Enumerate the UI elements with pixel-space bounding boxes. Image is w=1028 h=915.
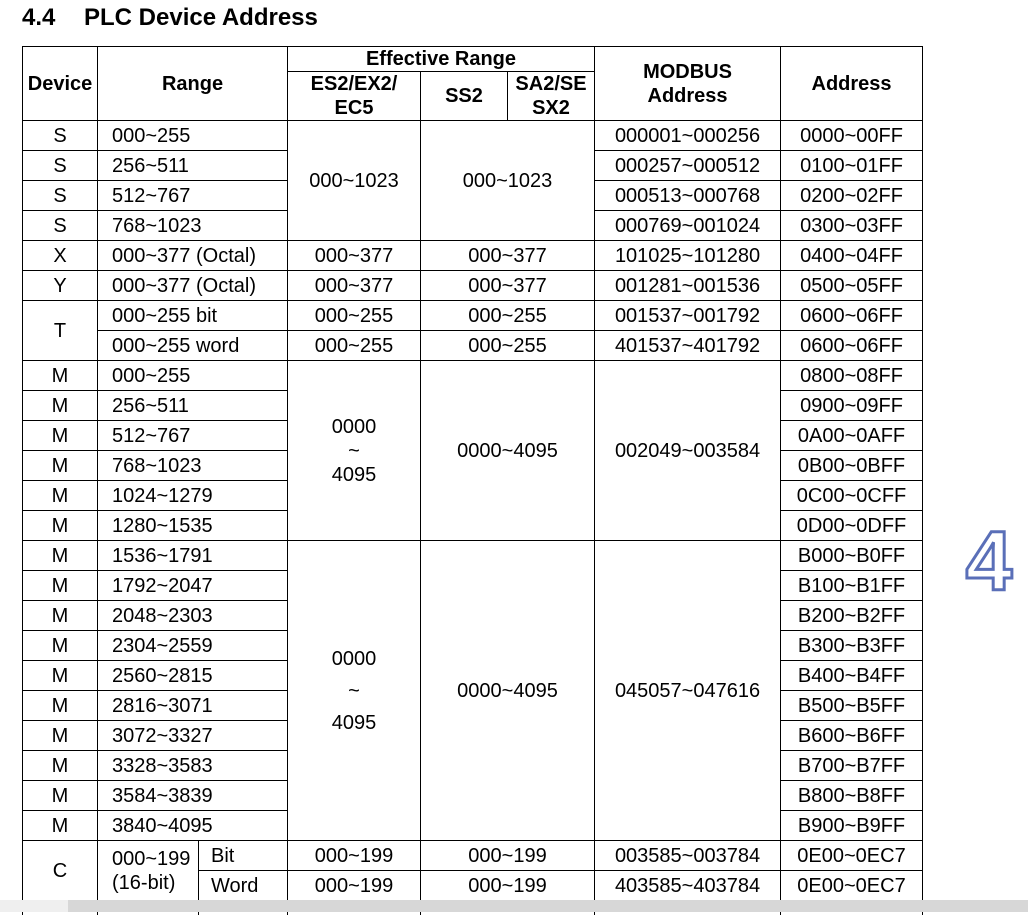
header-range: Range	[98, 47, 288, 121]
c-range-value: 000~199	[112, 847, 194, 871]
cell-es2-range	[288, 361, 421, 541]
cell-address: 0C00~0CFF	[781, 481, 923, 511]
cell-address: B100~B1FF	[781, 571, 923, 601]
table-row	[23, 841, 923, 871]
es2-range-start: 0000	[292, 415, 416, 439]
cell-range: 000~255 word	[98, 331, 288, 361]
cell-device: M	[23, 391, 98, 421]
cell-range: 3072~3327	[98, 721, 288, 751]
es2-range-tilde: ~	[292, 439, 416, 463]
cell-device: M	[23, 511, 98, 541]
cell-address: B200~B2FF	[781, 601, 923, 631]
cell-range: 2816~3071	[98, 691, 288, 721]
cell-device: M	[23, 541, 98, 571]
table-row	[23, 331, 923, 361]
cell-modbus: 003585~003784	[595, 841, 781, 871]
cell-modbus: 000769~001024	[595, 211, 781, 241]
cell-range: 512~767	[98, 421, 288, 451]
cell-address: 0200~02FF	[781, 181, 923, 211]
cell-unit: Bit	[199, 841, 288, 871]
header-sa2-line1: SA2/SE	[512, 72, 590, 96]
cell-address: 0A00~0AFF	[781, 421, 923, 451]
cell-es2-range: 000~1023	[288, 121, 421, 241]
cell-range: 000~377 (Octal)	[98, 241, 288, 271]
cell-address: 0400~04FF	[781, 241, 923, 271]
table-row	[23, 271, 923, 301]
cell-device: M	[23, 811, 98, 841]
cell-device: M	[23, 361, 98, 391]
cell-ss2-range: 000~377	[421, 271, 595, 301]
cell-address: 0E00~0EC7	[781, 871, 923, 901]
cell-address: 0800~08FF	[781, 361, 923, 391]
cell-modbus: 002049~003584	[595, 361, 781, 541]
cell-es2-range: 000~377	[288, 271, 421, 301]
table-row	[23, 541, 923, 571]
cell-range: 1280~1535	[98, 511, 288, 541]
cell-device: M	[23, 661, 98, 691]
cell-range: 2560~2815	[98, 661, 288, 691]
table-row	[23, 361, 923, 391]
header-modbus-line1: MODBUS	[599, 60, 776, 84]
cell-range: 2048~2303	[98, 601, 288, 631]
header-ss2: SS2	[421, 72, 508, 121]
header-sa2-line2: SX2	[512, 96, 590, 120]
header-device: Device	[23, 47, 98, 121]
es2-range-end: 4095	[292, 463, 416, 487]
cell-range: 256~511	[98, 391, 288, 421]
cell-address: B900~B9FF	[781, 811, 923, 841]
section-number: 4.4	[22, 4, 84, 32]
cell-range: 768~1023	[98, 451, 288, 481]
section-title: PLC Device Address	[84, 4, 318, 31]
cell-range: 000~255 bit	[98, 301, 288, 331]
cell-address: 0B00~0BFF	[781, 451, 923, 481]
cell-address: 0000~00FF	[781, 121, 923, 151]
cell-device: M	[23, 421, 98, 451]
cell-range: 2304~2559	[98, 631, 288, 661]
cell-device: T	[23, 301, 98, 361]
cell-device: M	[23, 691, 98, 721]
es2-range-tilde: ~	[292, 675, 416, 707]
cell-unit: Word	[199, 871, 288, 901]
cell-device: M	[23, 721, 98, 751]
cell-ss2-range: 000~199	[421, 841, 595, 871]
cell-range: 000~377 (Octal)	[98, 271, 288, 301]
cell-device: Y	[23, 271, 98, 301]
cell-address: B300~B3FF	[781, 631, 923, 661]
table-row	[23, 301, 923, 331]
header-sa2	[508, 72, 595, 121]
cell-modbus: 000513~000768	[595, 181, 781, 211]
cell-es2-range: 000~377	[288, 241, 421, 271]
cell-modbus: 403585~403784	[595, 871, 781, 901]
header-modbus-line2: Address	[599, 84, 776, 108]
cell-modbus: 000257~000512	[595, 151, 781, 181]
section-heading	[22, 4, 318, 32]
cell-address: B500~B5FF	[781, 691, 923, 721]
cell-address: 0E00~0EC7	[781, 841, 923, 871]
cell-device: M	[23, 781, 98, 811]
header-modbus-address	[595, 47, 781, 121]
es2-range-end: 4095	[292, 707, 416, 739]
cell-ss2-range: 000~377	[421, 241, 595, 271]
cell-modbus: 001281~001536	[595, 271, 781, 301]
cell-ss2-range: 0000~4095	[421, 361, 595, 541]
scrollbar-track-left	[0, 900, 68, 912]
table-row	[23, 241, 923, 271]
cell-address: 0900~09FF	[781, 391, 923, 421]
cell-range: 1536~1791	[98, 541, 288, 571]
cell-address: 0300~03FF	[781, 211, 923, 241]
cell-ss2-range: 000~255	[421, 301, 595, 331]
cell-device: X	[23, 241, 98, 271]
cell-address: B700~B7FF	[781, 751, 923, 781]
cell-device: S	[23, 211, 98, 241]
cell-range: 3840~4095	[98, 811, 288, 841]
cell-range: 000~255	[98, 121, 288, 151]
cell-es2-range: 000~255	[288, 301, 421, 331]
cell-modbus: 001537~001792	[595, 301, 781, 331]
cell-address: B800~B8FF	[781, 781, 923, 811]
es2-range-start: 0000	[292, 643, 416, 675]
cell-device: M	[23, 451, 98, 481]
cell-device: M	[23, 601, 98, 631]
cell-es2-range: 000~255	[288, 331, 421, 361]
cell-address: B600~B6FF	[781, 721, 923, 751]
cell-address: 0100~01FF	[781, 151, 923, 181]
cell-device: M	[23, 481, 98, 511]
cell-address: 0D00~0DFF	[781, 511, 923, 541]
c-range-note: (16-bit)	[112, 871, 194, 895]
cell-range: 768~1023	[98, 211, 288, 241]
header-effective-range: Effective Range	[288, 47, 595, 72]
cell-device: S	[23, 121, 98, 151]
cell-range: 256~511	[98, 151, 288, 181]
cell-modbus: 401537~401792	[595, 331, 781, 361]
cell-address: 0500~05FF	[781, 271, 923, 301]
cell-device: C	[23, 841, 98, 901]
cell-device: S	[23, 181, 98, 211]
cell-es2-range	[288, 541, 421, 841]
cell-es2-range: 000~199	[288, 871, 421, 901]
cell-device: S	[23, 151, 98, 181]
cell-address: B000~B0FF	[781, 541, 923, 571]
chapter-number-icon	[964, 518, 1014, 602]
cell-ss2-range: 000~1023	[421, 121, 595, 241]
cell-device: M	[23, 631, 98, 661]
chapter-number: 4	[966, 518, 1013, 602]
cell-address: 0600~06FF	[781, 301, 923, 331]
header-es2-line1: ES2/EX2/	[292, 72, 416, 96]
horizontal-scrollbar[interactable]	[68, 900, 1028, 912]
cell-range: 1024~1279	[98, 481, 288, 511]
cell-range: 000~255	[98, 361, 288, 391]
cell-range: 512~767	[98, 181, 288, 211]
cell-es2-range: 000~199	[288, 841, 421, 871]
header-es2-line2: EC5	[292, 96, 416, 120]
table-row	[23, 121, 923, 151]
header-es2	[288, 72, 421, 121]
cell-range	[98, 841, 199, 901]
cell-device: M	[23, 571, 98, 601]
cell-ss2-range: 000~199	[421, 871, 595, 901]
cell-address: B400~B4FF	[781, 661, 923, 691]
cell-device: M	[23, 751, 98, 781]
cell-range: 3328~3583	[98, 751, 288, 781]
cell-ss2-range: 0000~4095	[421, 541, 595, 841]
cell-range: 1792~2047	[98, 571, 288, 601]
cell-ss2-range: 000~255	[421, 331, 595, 361]
cell-modbus: 000001~000256	[595, 121, 781, 151]
cell-address: 0600~06FF	[781, 331, 923, 361]
header-address: Address	[781, 47, 923, 121]
plc-device-address-table	[22, 46, 923, 915]
cell-modbus: 101025~101280	[595, 241, 781, 271]
cell-modbus: 045057~047616	[595, 541, 781, 841]
cell-range: 3584~3839	[98, 781, 288, 811]
